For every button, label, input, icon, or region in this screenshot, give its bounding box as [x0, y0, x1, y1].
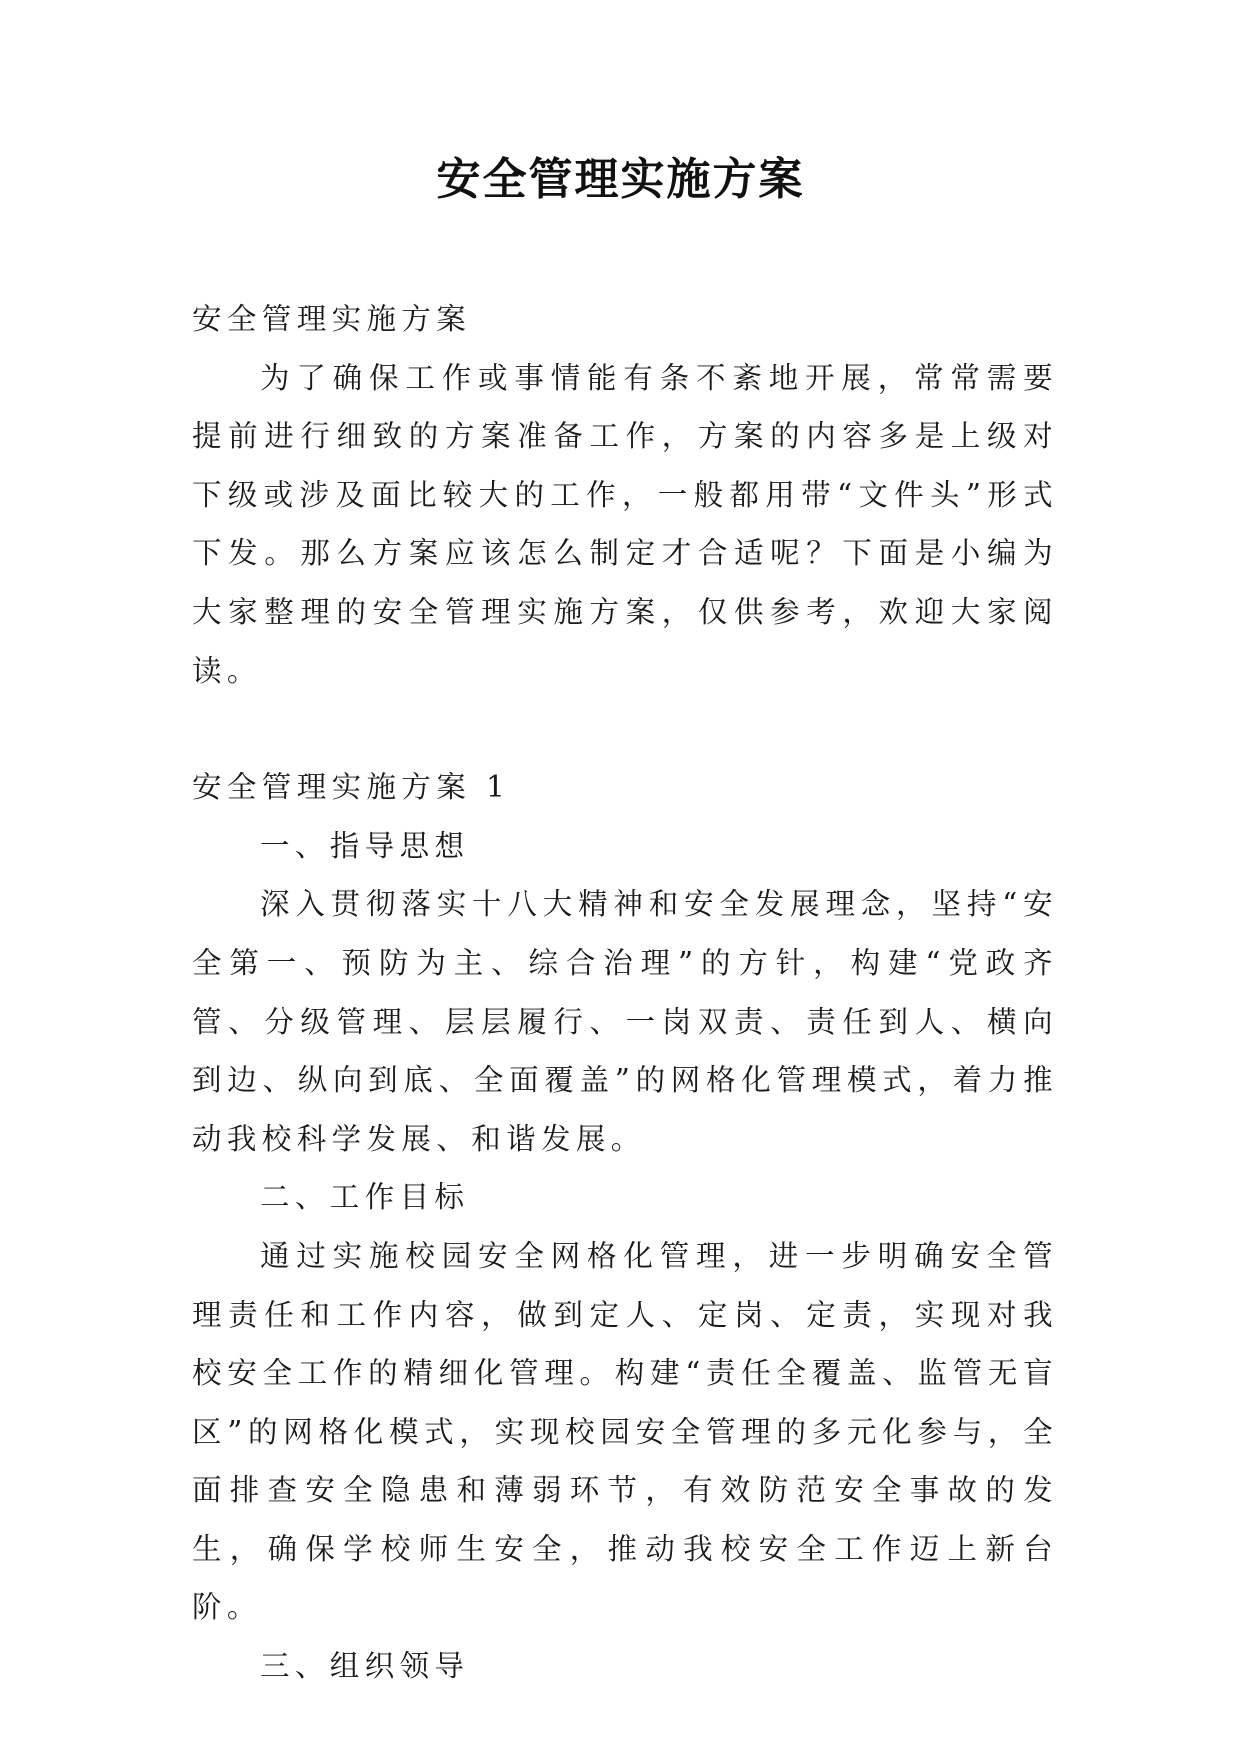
heading-organization-leadership: 三、组织领导 [260, 1649, 470, 1684]
intro-paragraph: 为了确保工作或事情能有条不紊地开展，常常需要提前进行细致的方案准备工作，方案的内容多是上级对下级或涉及面比较大的工作，一般都用带“文件头”形式下发。那么方案应该怎么制定才合适呢？下面是小编为大家整理的安全管理实施方案，仅供参考，欢迎大家阅读。 [192, 360, 1058, 688]
section-title: 安全管理实施方案 1 [192, 770, 511, 805]
document-title: 安全管理实施方案 [436, 154, 805, 205]
document-body [192, 290, 1058, 1696]
document-subtitle: 安全管理实施方案 [192, 302, 472, 336]
heading-guiding-ideology: 一、指导思想 [260, 828, 470, 863]
paragraph-guiding-ideology: 深入贯彻落实十八大精神和安全发展理念，坚持“安全第一、预防为主、综合治理”的方针，构建“党政齐管、分级管理、层层履行、一岗双责、责任到人、横向到边、纵向到底、全面覆盖”的网格化管理模式，着力推动我校科学发展、和谐发展。 [192, 887, 1058, 1156]
heading-work-goals: 二、工作目标 [260, 1180, 470, 1215]
paragraph-work-goals: 通过实施校园安全网格化管理，进一步明确安全管理责任和工作内容，做到定人、定岗、定责，实现对我校安全工作的精细化管理。构建“责任全覆盖、监管无盲区”的网格化模式，实现校园安全管理的多元化参与，全面排查安全隐患和薄弱环节，有效防范安全事故的发生，确保学校师生安全，推动我校安全工作迈上新台阶。 [192, 1238, 1058, 1625]
